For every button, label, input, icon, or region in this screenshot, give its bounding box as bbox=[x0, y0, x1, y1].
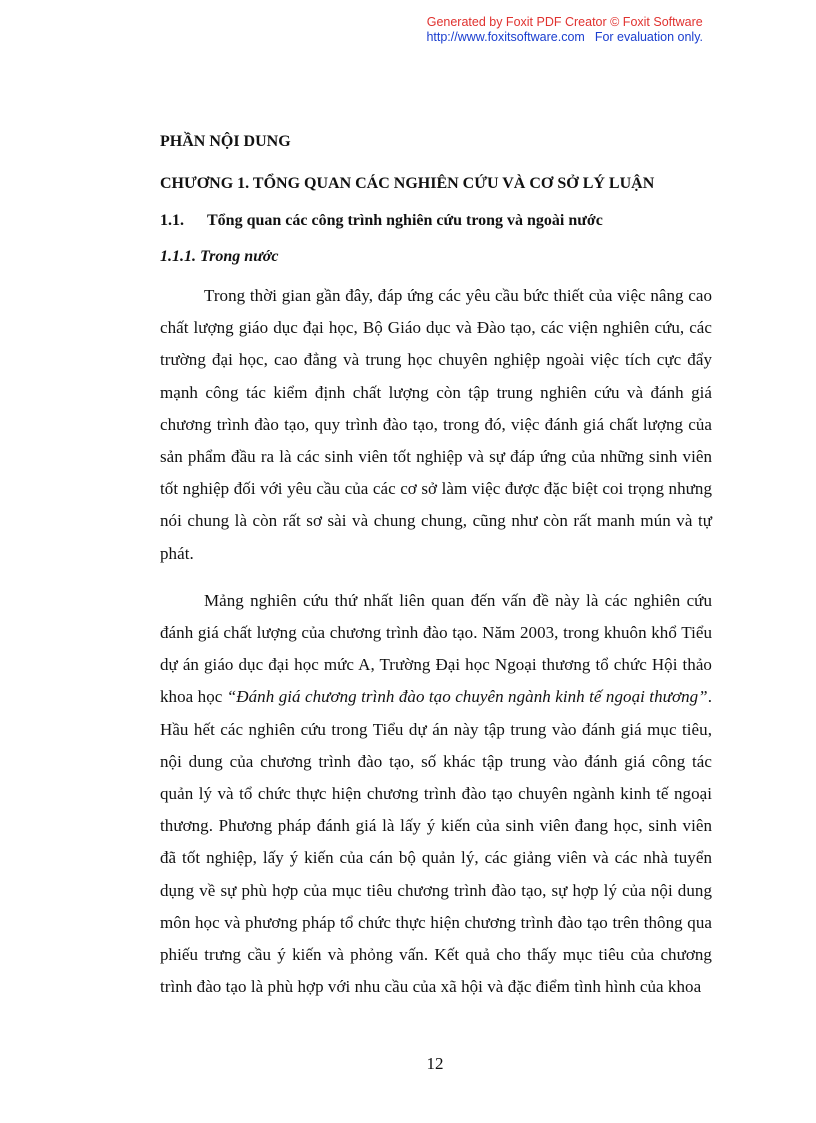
section-title: Tổng quan các công trình nghiên cứu trong và ngoài nước bbox=[207, 212, 603, 229]
paragraph-1 bbox=[160, 280, 712, 570]
watermark-generator-text: Generated by Foxit PDF Creator © Foxit Software bbox=[426, 15, 703, 29]
page-content bbox=[160, 130, 712, 1003]
watermark-url: http://www.foxitsoftware.com bbox=[426, 30, 585, 44]
part-heading: PHẦN NỘI DUNG bbox=[160, 133, 291, 150]
foxit-watermark bbox=[426, 15, 703, 45]
watermark-url-line bbox=[426, 30, 703, 45]
subsection-heading: 1.1.1. Trong nước bbox=[160, 248, 279, 265]
paragraph-2 bbox=[160, 585, 712, 1004]
paragraph-2-text-start: Mảng nghiên cứu thứ nhất liên quan đến vấn đề này là các nghiên cứu đánh giá chất lượng của chương trình đào tạo. Năm 2003, trong khuôn khổ Tiểu dự án giáo dục đại học mức A, Trường Đại học Ngoại thương tổ chức Hội thảo khoa học bbox=[160, 590, 712, 707]
watermark-evaluation-note: For evaluation only. bbox=[594, 30, 703, 44]
section-heading bbox=[160, 209, 712, 234]
paragraph-2-text-end: . Hầu hết các nghiên cứu trong Tiểu dự án này tập trung vào đánh giá mục tiêu, nội dung của chương trình đào tạo, số khác tập trung vào đánh giá công tác quản lý và tổ chức thực hiện chương trình đào tạo chuyên ngành kinh tế ngoại thương. Phương pháp đánh giá là lấy ý kiến của sinh viên đang học, sinh viên đã tốt nghiệp, lấy ý kiến của cán bộ quản lý, các giảng viên và các nhà tuyển dụng về sự phù hợp của mục tiêu chương trình đào tạo, sự hợp lý của nội dung môn học và phương pháp tổ chức thực hiện chương trình đào tạo trên thông qua phiếu trưng cầu ý kiến và phỏng vấn. Kết quả cho thấy mục tiêu của chương trình đào tạo là phù hợp với nhu cầu của xã hội và đặc điểm tình hình của khoa bbox=[160, 687, 712, 997]
page-number: 12 bbox=[426, 1054, 444, 1073]
paragraph-2-italic-title: “Đánh giá chương trình đào tạo chuyên ngành kinh tế ngoại thương” bbox=[226, 687, 708, 707]
chapter-heading: CHƯƠNG 1. TỔNG QUAN CÁC NGHIÊN CỨU VÀ CƠ SỞ LÝ LUẬN bbox=[160, 175, 655, 192]
section-number: 1.1. bbox=[160, 212, 184, 229]
paragraph-1-text: Trong thời gian gần đây, đáp ứng các yêu cầu bức thiết của việc nâng cao chất lượng giáo dục đại học, Bộ Giáo dục và Đào tạo, các viện nghiên cứu, các trường đại học, cao đẳng và trung học chuyên nghiệp ngoài việc tích cực đẩy mạnh công tác kiểm định chất lượng còn tập trung nghiên cứu và đánh giá chương trình đào tạo, quy trình đào tạo, trong đó, việc đánh giá chất lượng của sản phẩm đầu ra là các sinh viên tốt nghiệp và sự đáp ứng của những sinh viên tốt nghiệp đối với yêu cầu của các cơ sở làm việc được đặc biệt coi trọng nhưng nói chung là còn rất sơ sài và chung chung, cũng như còn rất manh mún và tự phát. bbox=[160, 286, 712, 563]
